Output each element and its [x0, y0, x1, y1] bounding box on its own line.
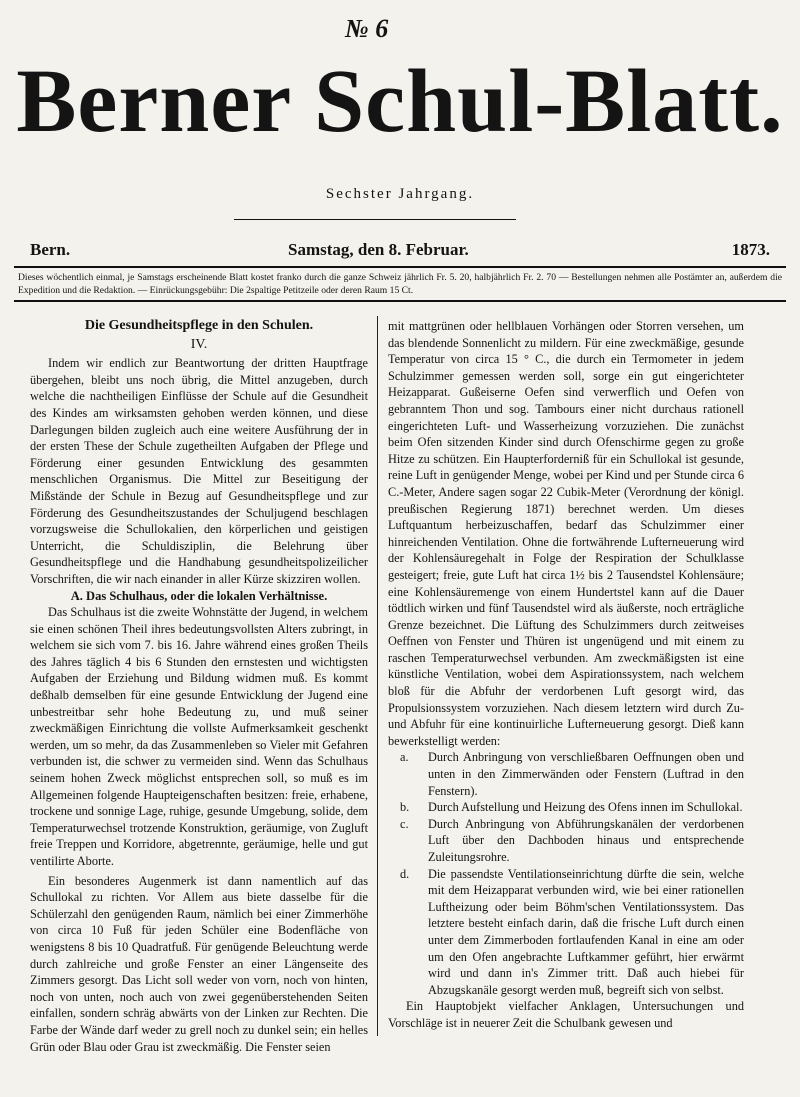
list-item — [388, 816, 744, 866]
list-item — [388, 866, 744, 999]
schoolhouse-paragraph: Das Schulhaus ist die zweite Wohnstätte der Jugend, in welchem sie einen schönen Theil ihres bedeutungsvollsten Alters zubringt, in welchem sie sich vom 7. bis 16. Jahre während eines großen Theils des Jahres täglich 4 bis 6 Stunden den ernstesten und wichtigsten Aufgaben der Erziehung und Bildung widmen muß. Es kommt deßhalb demselben für eine gesunde Entwicklung der Jugend eine unbestreitbar sehr hohe Bedeutung zu, und muß seiner zweckmäßigen Einrichtung die vollste Aufmerksamkeit geschenkt werden, um so mehr, da das Zusammenleben so Vieler mit Gefahren verbunden ist, die schwer zu vermeiden sind. Wenn das Schulhaus seinem hohen Zweck möglichst entsprechen soll, so muß es im Allgemeinen folgende Haupteigenschaften besitzen: freie, erhabene, trockene und sonnige Lage, ruhige, gesunde Umgebung, solide, dem Temperaturwechsel trotzende Konstruktion, geräumige, von Zugluft freie Treppen und Korridore, abgetrennte, geräumige, helle und gut ventilirte Aborte. — [30, 605, 368, 868]
dateline-date: Samstag, den 8. Februar. — [288, 240, 469, 259]
edition-line: Sechster Jahrgang. — [325, 186, 475, 202]
list-item-text: Die passendste Ventilationseinrichtung dürfte die sein, welche mit dem Heizapparat verbunden wird, wie bei einer rationellen Luftheizung oder beim Böhm'schen Ventilationssystem. Das letztere besteht einfach darin, daß die frische Luft durch einen unter dem Zimmerboden fortlaufenden Kanal in eine am oder um den Ofen angebrachte Luftkammer geführt, hier erwärmt wird und dann in's Zimmer tritt. Daß auch hiebei für Abzugskanäle gesorgt werden muß, begreift sich von selbst. — [428, 866, 744, 997]
intro-paragraph: Indem wir endlich zur Beantwortung der dritten Hauptfrage übergehen, bleibt uns noch übrig, die Mittel anzugeben, durch welche die nachtheiligen Einflüsse der Schule auf die Gesundheit des Kindes am wirksamsten gehoben werden können, und diese Darlegungen bilden zugleich auch eine weitere Ausführung der in der ersten These der Schule zugetheilten Aufgaben der Pflege und Förderung einer gesunden Entwicklung des gesammten menschlichen Organismus. Die Mittel zur Beseitigung der Mißstände der Schule in Bezug auf Gesundheitspflege und zur Förderung des Gesundheitszustandes der Schuljugend beschlagen vorzugsweise die Schullokalien, den körperlichen und geistigen Unterricht, die Schuldisziplin, die Belehrung über Gesundheitspflege und die Handhabung gesundheitspolizeilicher Vorschriften, die wir nach einander in aller Kürze skizziren wollen. — [30, 356, 368, 586]
list-item-label: a. — [400, 750, 409, 765]
masthead-title: Berner Schul-Blatt. — [16, 52, 784, 151]
list-item-text: Durch Anbringung von Abführungskanälen der verdorbenen Luft über den Dachboden hinaus und entsprechende Zuleitungsrohre. — [428, 816, 744, 864]
section-a-heading: A. Das Schulhaus, oder die lokalen Verhältnisse. — [70, 588, 328, 603]
dateline-place: Bern. — [30, 240, 71, 259]
notice-top-rule — [14, 266, 786, 268]
list-item-label: b. — [400, 800, 410, 815]
list-item-label: c. — [400, 816, 409, 831]
schoolroom-paragraph: Ein besonderes Augenmerk ist dann namentlich auf das Schullokal zu richten. Vor Allem aus biete dasselbe für die Schülerzahl den genügenden Raum, nämlich bei einer Zimmerhöhe von circa 10 Fuß für jeden Schüler eine Bodenfläche von wenigstens 8 bis 10 Quadratfuß. Für genügende Beleuchtung werde durch zahlreiche und große Fenster an einer Längenseite des Zimmers gesorgt. Das Licht soll weder von vorn, noch von hinten, noch von unten, noch auch von zwei gegenüberstehenden Seiten einfallen, sondern schräg abwärts von der Linken zur Rechten. Die Farbe der Wände darf weder zu grell noch zu dunkel sein; ein helles Grün oder Blau oder Grau ist zweckmäßig. Die Fenster seien — [30, 873, 368, 1054]
dateline-year: 1873. — [731, 240, 770, 259]
article-title: Die Gesundheitspflege in den Schulen. — [84, 318, 314, 333]
list-item-text: Durch Anbringung von verschließbaren Oeffnungen oben und unten in den Zimmerwänden oder Fenstern (Luftrad in den Fenstern). — [428, 750, 744, 798]
article-part: IV. — [190, 336, 208, 352]
list-item-text: Durch Aufstellung und Heizung des Ofens innen im Schullokal. — [428, 800, 743, 815]
ventilation-methods-list — [388, 749, 744, 998]
schoolbench-paragraph: Ein Hauptobjekt vielfacher Anklagen, Untersuchungen und Vorschläge ist in neuerer Zeit die Schulbank gewesen und — [388, 999, 744, 1030]
left-column — [30, 318, 368, 1055]
ventilation-paragraph: mit mattgrünen oder hellblauen Vorhängen oder Storren versehen, um das blendende Sonnenlicht zu mildern. Für eine zweckmäßige, gesunde Temperatur von circa 15 ° C., die durch ein Termometer in jedem Schulzimmer gemessen werden soll, sorge ein gut eingerichteter Heizapparat. Gußeiserne Oefen sind verwerflich und Oefen von gebranntem Thon und sog. Tambours einer nicht durchaus rationell eingerichteten Luft- und Wasserheizung vorzuziehen. Die zunächst beim Ofen sitzenden Kinder sind durch Ofenschirme gegen zu große Hitze zu schützen. Ein Haupterforderniß für ein Schullokal ist gesunde, reine Luft in genügender Menge, wobei per Kind und per Stunde circa 6 C.-Meter, Andere sagen sogar 22 Cubik-Meter (Verordnung der königl. preußischen Regierung 1871) berechnet werden. Um dieses Luftquantum herbeizuschaffen, bedarf das Schulzimmer einer hinreichenden Ventilation. Ohne die fortwährende Lufterneuerung wird der Kohlensäuregehalt in Folge der Respiration der Schulklasse gesteigert; freie, gute Luft hat circa 1½ bis 2 Tausendstel Kohlensäure; eine Kohlensäuremenge von einem Hundertstel kann auf die Dauer tödtlich wirken und fünf Tausendstel wird als äußerste, noch erträgliche Grenze bezeichnet. Die Lüftung des Schulzimmers durch zeitweises Oeffnen von Fenster und Thüren ist ungenügend und mit einem zu raschen Temperaturwechsel verbunden. Am zweckmäßigsten ist eine künstliche Ventilation, wobei dem Aspirationssystem, nach welchem bloß für die Abfuhr der verdorbenen Luft gesorgt wird, das Propulsionssystem vorzuziehen. Nach diesem letztern wird durch Zu- und Abfuhr für eine kontinuirliche Lufterneuerung gesorgt. Dieß kann bewerkstelligt werden: — [388, 319, 744, 748]
list-item-label: d. — [400, 866, 410, 881]
list-item — [388, 749, 744, 799]
column-divider — [377, 316, 378, 1036]
list-item — [388, 799, 744, 816]
issue-number: № 6 — [345, 14, 389, 43]
right-column — [388, 318, 744, 1032]
edition-underline — [234, 219, 516, 220]
notice-bottom-rule — [14, 300, 786, 302]
subscription-notice: Dieses wöchentlich einmal, je Samstags erscheinende Blatt kostet franko durch die ganze Schweiz jährlich Fr. 5. 20, halbjährlich Fr. 2. 70 — Bestellungen nehmen alle Postämter an, außerdem die Expedition und die Redaktion. — Einrückungsgebühr: Die 2spaltige Petitzeile oder deren Raum 15 Ct. — [18, 272, 782, 296]
